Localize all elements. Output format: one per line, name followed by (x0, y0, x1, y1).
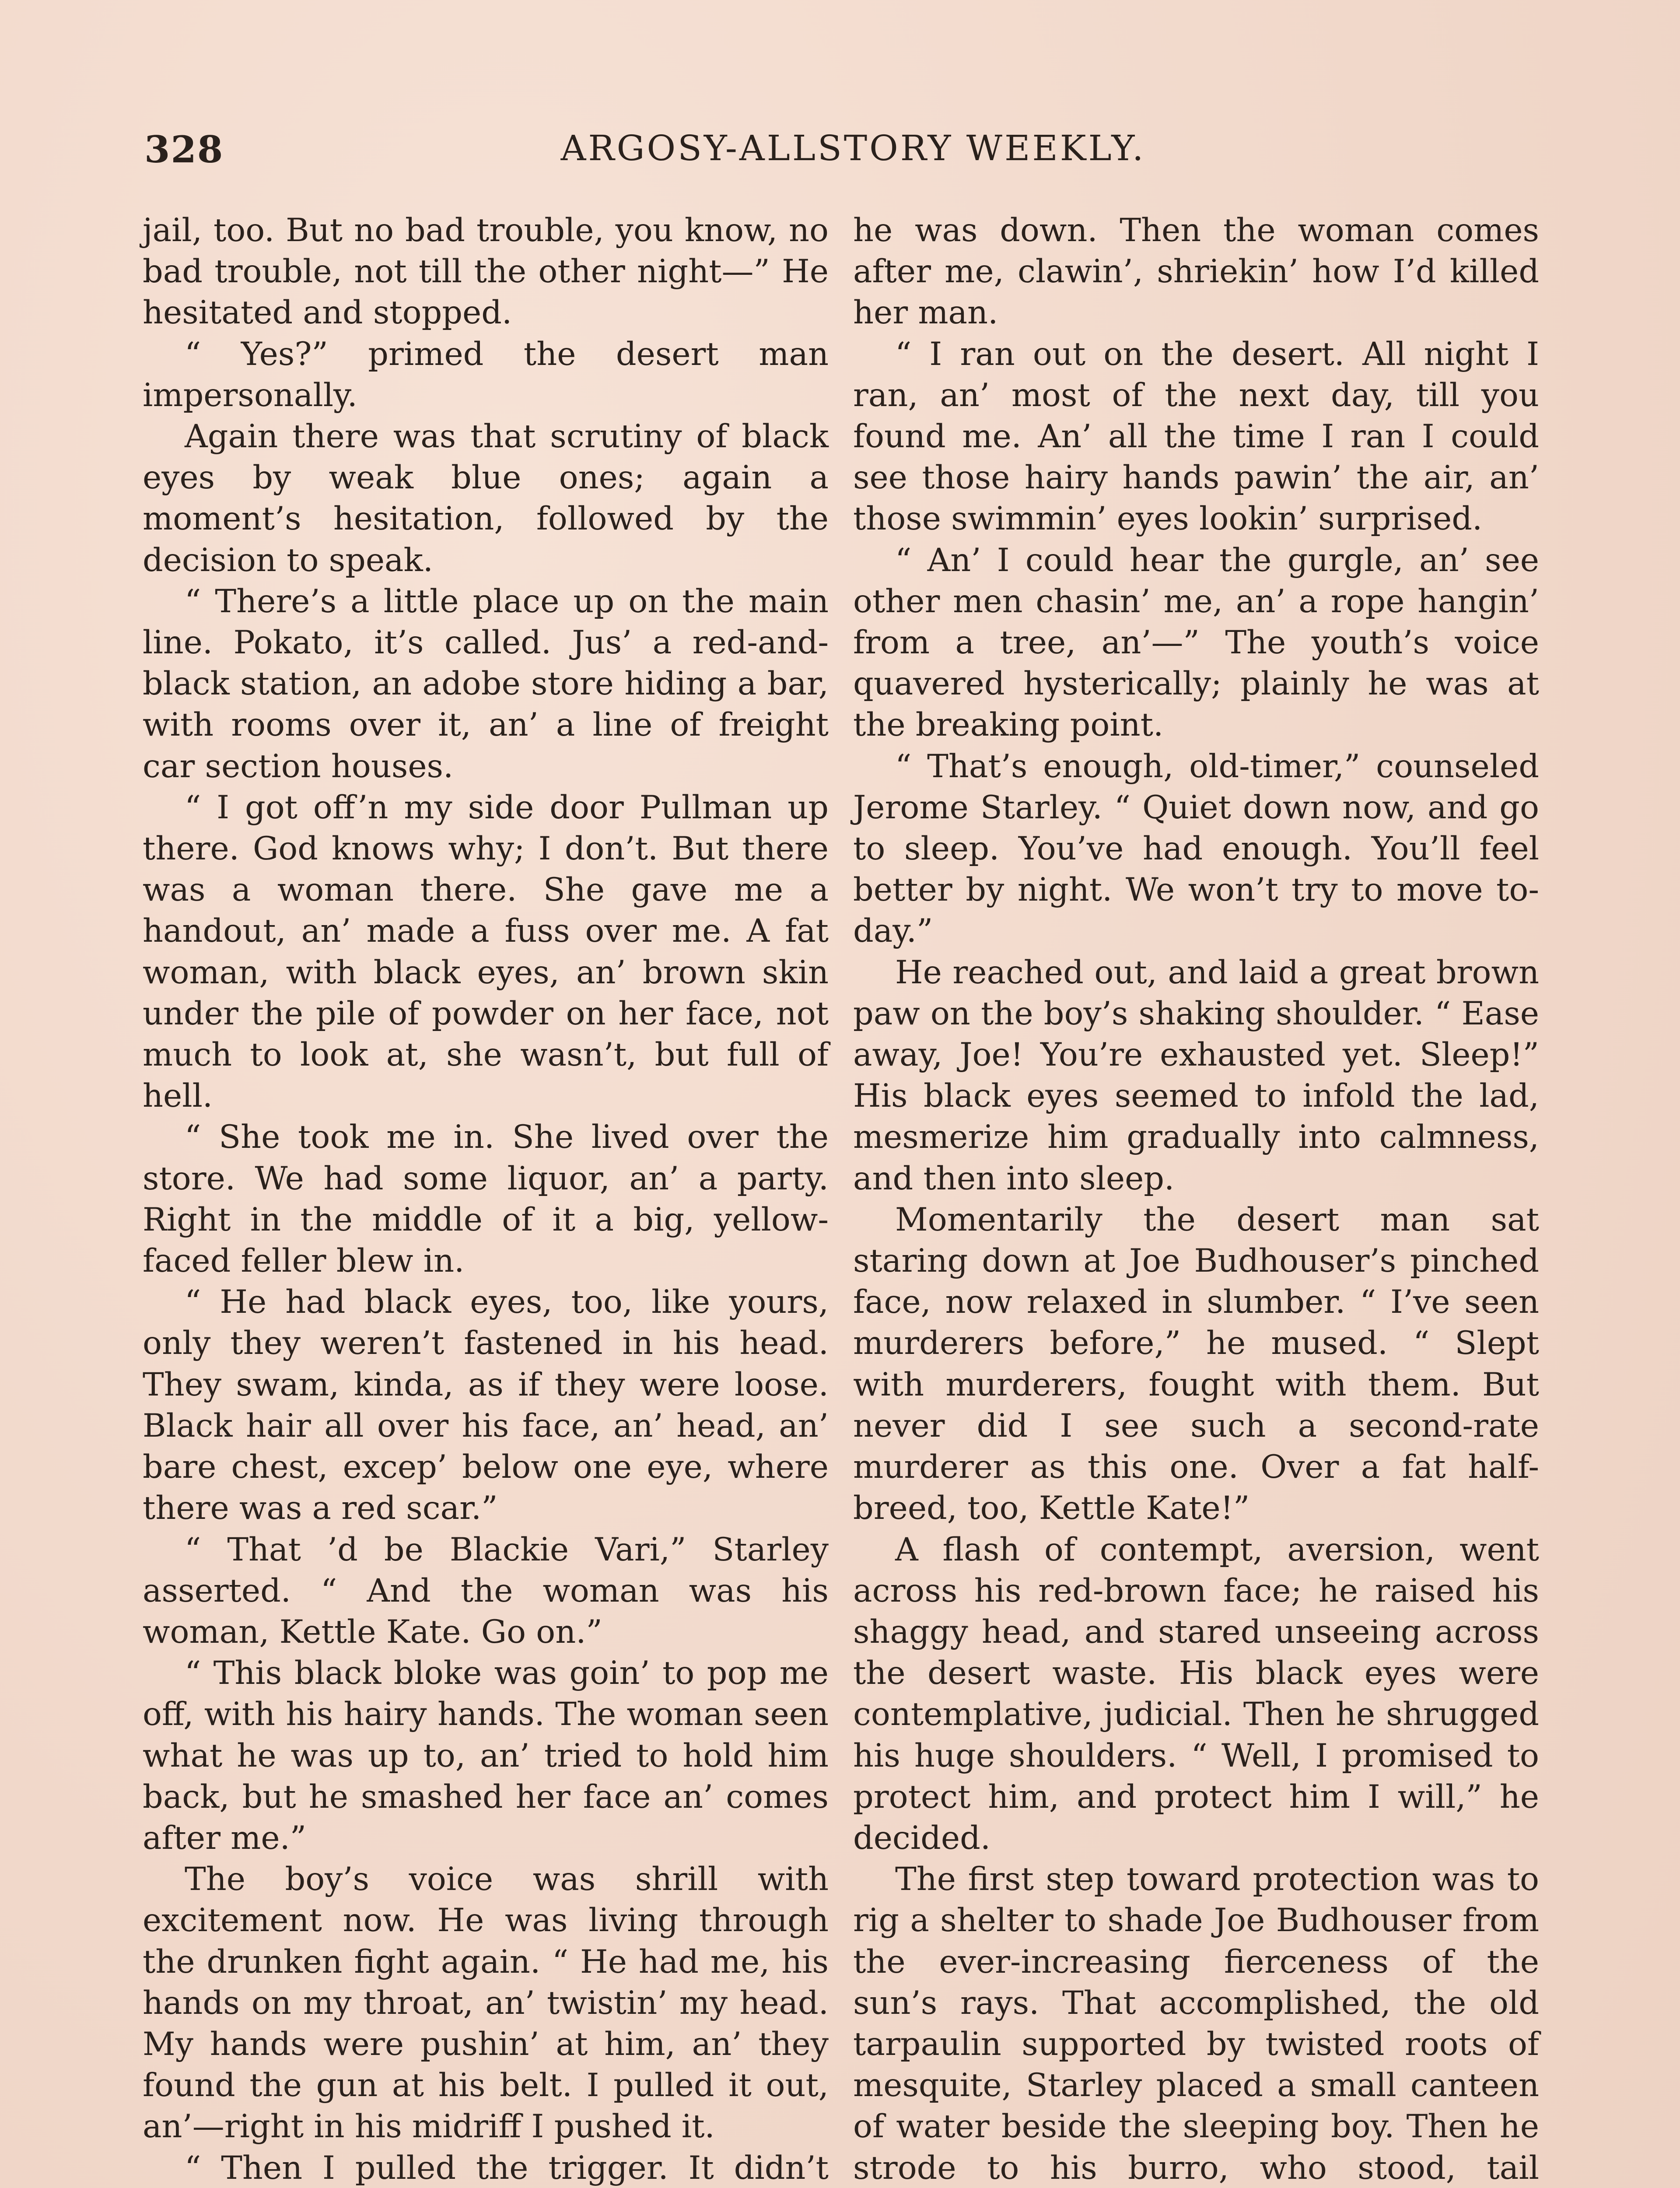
left-column (143, 210, 829, 2188)
paragraph: “ An’ I could hear the gurgle, an’ see other men chasin’ me, an’ a rope hangin’ from a tree, an’—” The youth’s voice quavered hysterically; plainly he was at the breaking point. (853, 541, 1539, 744)
paragraph: “ This black bloke was goin’ to pop me off, with his hairy hands. The woman seen what he was up to, an’ tried to hold him back, but he smashed her face an’ comes after me.” (143, 1655, 829, 1857)
paragraph: “ He had black eyes, too, like yours, only they weren’t fastened in his head. They swam, kinda, as if they were loose. Black hair all over his face, an’ head, an’ bare chest, excep’ below one eye, where there was a red scar.” (143, 1283, 829, 1527)
page-number: 328 (144, 128, 224, 171)
paragraph: Again there was that scrutiny of black eyes by weak blue ones; again a moment’s hesitation, followed by the decision to speak. (143, 418, 829, 579)
running-head: ARGOSY-ALLSTORY WEEKLY. (560, 128, 1146, 168)
paragraph: “ There’s a little place up on the main line. Pokato, it’s called. Jus’ a red-and-black station, an adobe store hiding a bar, with rooms over it, an’ a line of freight car section houses. (143, 582, 829, 785)
paragraph: Momentarily the desert man sat staring down at Joe Budhouser’s pinched face, now relaxed in slumber. “ I’ve seen murderers before,” he mused. “ Slept with murderers, fought with them. But never did I see such a second-rate murderer as this one. Over a fat half-breed, too, Kettle Kate!” (853, 1201, 1539, 1527)
right-column (853, 210, 1539, 2188)
paragraph: “ Then I pulled the trigger. It didn’t (185, 2149, 829, 2187)
paragraph: He reached out, and laid a great brown paw on the boy’s shaking shoulder. “ Ease away, Joe! You’re exhausted yet. Sleep!” His black eyes seemed to infold the lad, mesmerize him gradually into calmness, and then into sleep. (853, 954, 1539, 1197)
paragraph: “ I got off’n my side door Pullman up there. God knows why; I don’t. But there was a woman there. She gave me a handout, an’ made a fuss over me. A fat woman, with black eyes, an’ brown skin under the pile of powder on her face, not much to look at, she wasn’t, but full of hell. (143, 789, 829, 1115)
paragraph: A flash of contempt, aversion, went across his red-brown face; he raised his shaggy head, and stared unseeing across the desert waste. His black eyes were contemplative, judicial. Then he shrugged his huge shoulders. “ Well, I promised to protect him, and protect him I will,” he decided. (853, 1531, 1539, 1857)
paragraph: “ That’s enough, old-timer,” counseled Jerome Starley. “ Quiet down now, and go to sleep. You’ve had enough. You’ll feel better by night. We won’t try to move to-day.” (853, 747, 1539, 950)
page-header (144, 128, 1562, 180)
paragraph: jail, too. But no bad trouble, you know, no bad trouble, not till the other night—” He hesitated and stopped. (143, 212, 829, 332)
paragraph: The boy’s voice was shrill with excitement now. He was living through the drunken fight again. “ He had me, his hands on my throat, an’ twistin’ my head. My hands were pushin’ at him, an’ they found the gun at his belt. I pulled it out, an’—right in his midriff I pushed it. (143, 1861, 829, 2146)
paragraph: “ Yes?” primed the desert man impersonally. (143, 335, 829, 414)
paragraph: he was down. Then the woman comes after me, clawin’, shriekin’ how I’d killed her man. (853, 212, 1539, 332)
paragraph: “ She took me in. She lived over the store. We had some liquor, an’ a party. Right in the middle of it a big, yellow-faced feller blew in. (143, 1119, 829, 1280)
paragraph: The first step toward protection was to rig a shelter to shade Joe Budhouser from the ever-increasing fierceness of the sun’s rays. That accomplished, the old tarpaulin supported by twisted roots of mesquite, Starley placed a small canteen of water beside the sleeping boy. Then he strode to his burro, who stood, tail (853, 1861, 1539, 2187)
paragraph: “ That ’d be Blackie Vari,” Starley asserted. “ And the woman was his woman, Kettle Kate. Go on.” (143, 1531, 829, 1651)
paragraph: “ I ran out on the desert. All night I ran, an’ most of the next day, till you found me. An’ all the time I ran I could see those hairy hands pawin’ the air, an’ those swimmin’ eyes lookin’ surprised. (853, 335, 1539, 538)
